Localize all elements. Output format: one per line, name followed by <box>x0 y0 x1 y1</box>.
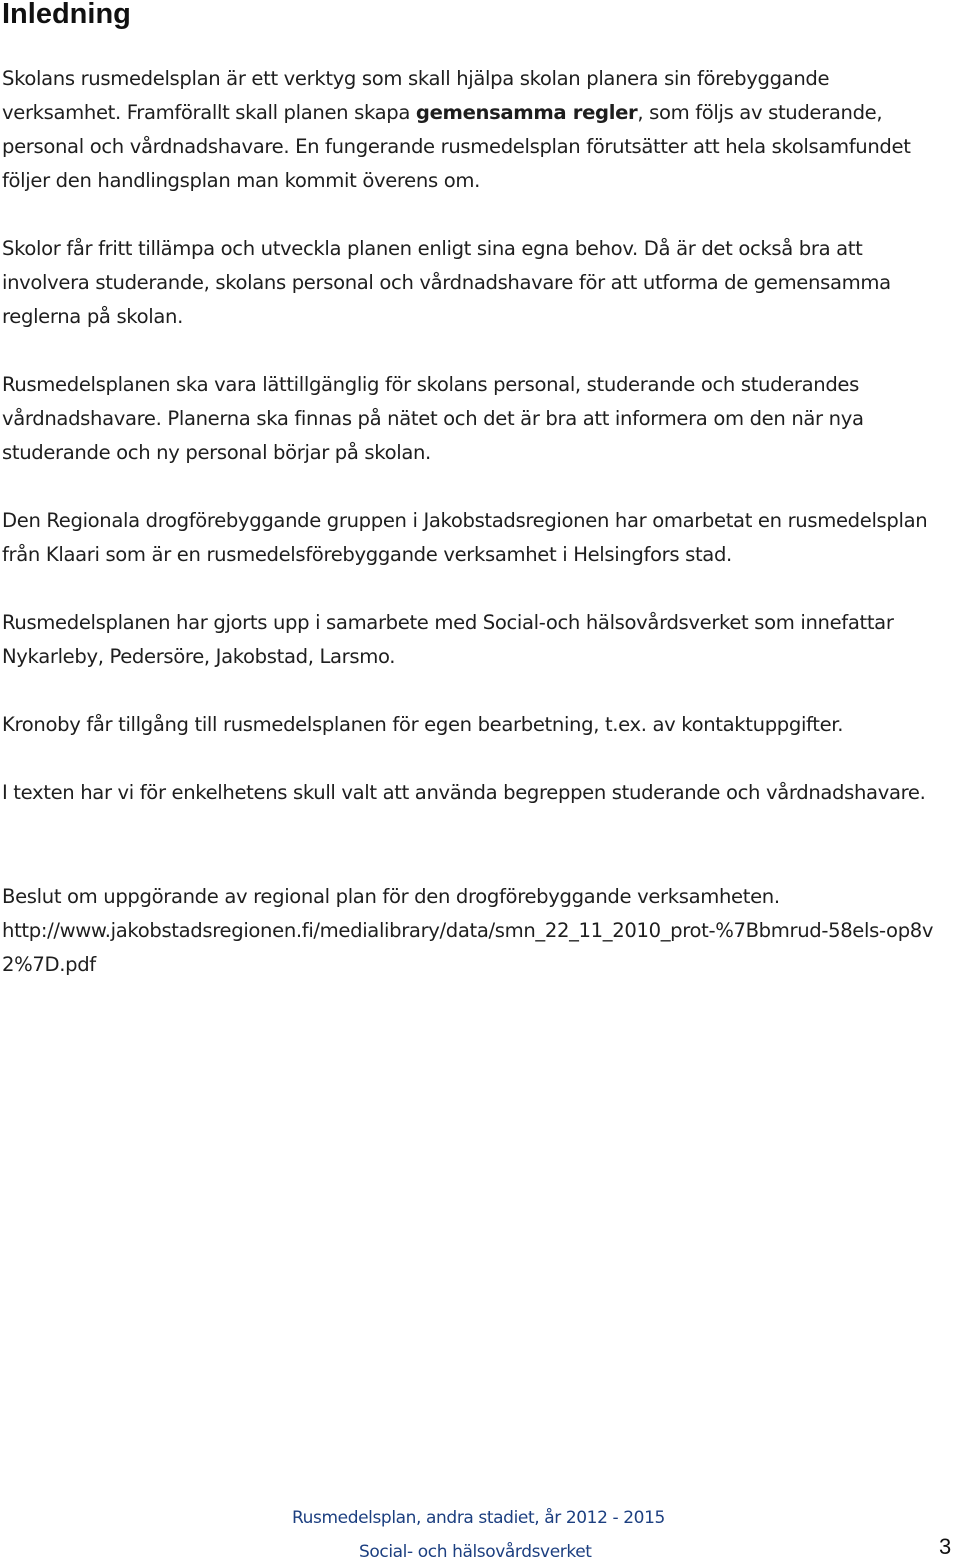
reference-url[interactable]: http://www.jakobstadsregionen.fi/medialibrary/data/smn_22_11_2010_prot-%7Bbmrud-58els-op8v2%7D.pdf <box>2 919 934 976</box>
page-footer <box>0 1508 960 1562</box>
paragraph-cooperation: Rusmedelsplanen har gjorts upp i samarbete med Social-och hälsovårdsverket som innefattar Nykarleby, Pedersöre, Jakobstad, Larsmo. <box>2 611 894 668</box>
paragraph-kronoby: Kronoby får tillgång till rusmedelsplanen för egen bearbetning, t.ex. av kontaktuppgifter. <box>2 713 844 736</box>
footer-document-title: Rusmedelsplan, andra stadiet, år 2012 - 2015 <box>292 1508 665 1528</box>
paragraph-intro-bold: gemensamma regler <box>415 101 638 124</box>
page-title: Inledning <box>2 0 131 30</box>
reference-note <box>2 880 952 982</box>
paragraph-intro <box>2 62 952 198</box>
paragraph-intro-before: Skolans rusmedelsplan är ett verktyg som skall hjälpa skolan planera sin förebyggande verksamhet. Framförallt skall planen skapa <box>2 67 830 124</box>
paragraph-terminology: I texten har vi för enkelhetens skull valt att använda begreppen studerande och vårdnadshavare. <box>2 781 926 804</box>
body-text <box>2 62 952 1016</box>
paragraph-regional-group: Den Regionala drogförebyggande gruppen i Jakobstadsregionen har omarbetat en rusmedelsplan från Klaari som är en rusmedelsförebyggande verksamhet i Helsingfors stad. <box>2 509 928 566</box>
paragraph-adapt-plan: Skolor får fritt tillämpa och utveckla planen enligt sina egna behov. Då är det också bra att involvera studerande, skolans personal och vårdnadshavare för att utforma de gemensamma reglerna på skolan. <box>2 237 891 328</box>
footer-organization: Social- och hälsovårdsverket <box>359 1542 592 1562</box>
reference-text: Beslut om uppgörande av regional plan för den drogförebyggande verksamheten. <box>2 885 780 908</box>
paragraph-accessibility: Rusmedelsplanen ska vara lättillgänglig för skolans personal, studerande och studerandes vårdnadshavare. Planerna ska finnas på nätet och det är bra att informera om den när nya studerande och ny personal börjar på skolan. <box>2 373 864 464</box>
page-number: 3 <box>939 1534 952 1559</box>
paragraph-intro-after: , som följs av studerande, personal och vårdnadshavare. En fungerande rusmedelsplan förutsätter att hela skolsamfundet följer den handlingsplan man kommit överens om. <box>2 101 911 192</box>
